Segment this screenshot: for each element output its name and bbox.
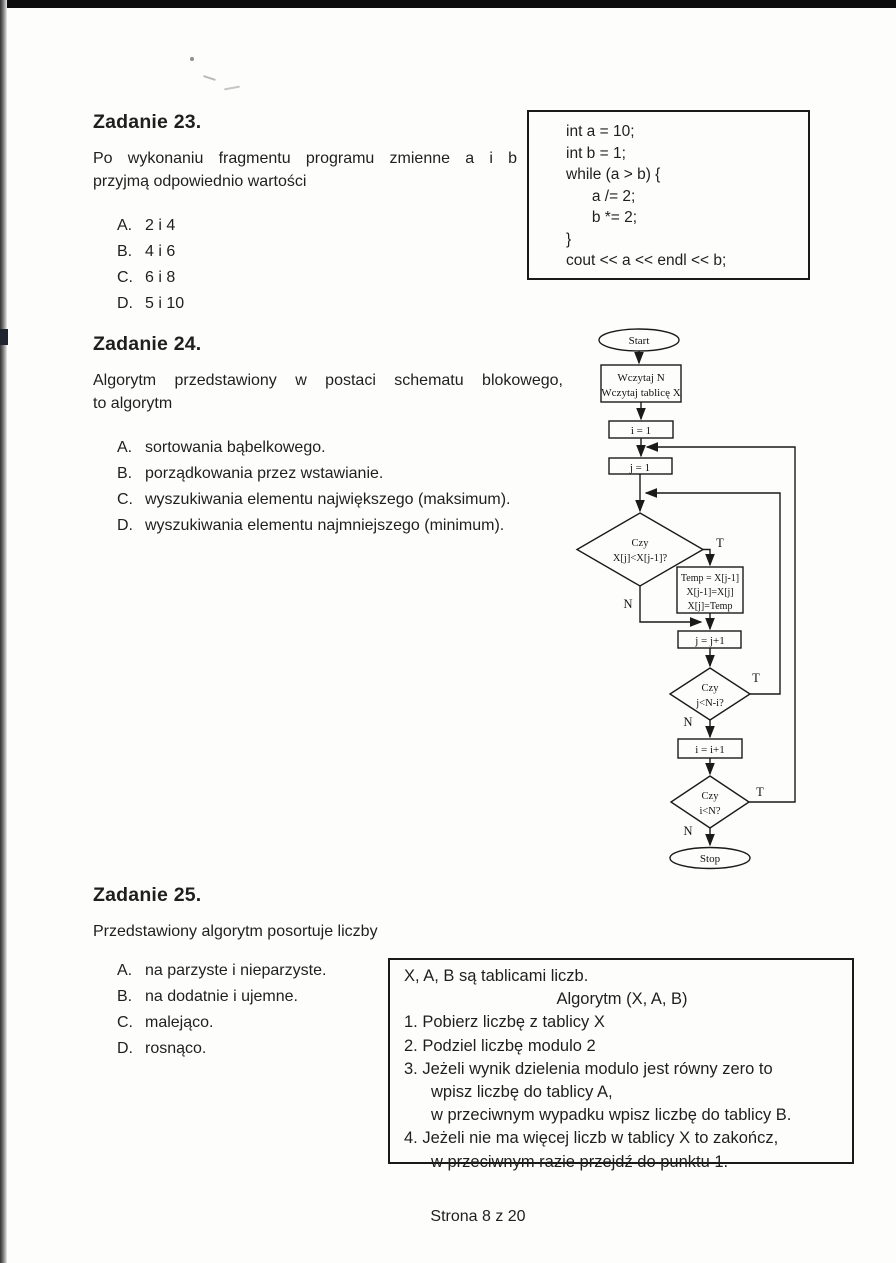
option-text: wyszukiwania elementu największego (maksimum). [145,491,511,508]
option-text: na parzyste i nieparzyste. [145,962,327,979]
option-text: porządkowania przez wstawianie. [145,465,384,482]
algorithm-step: 2. Podziel liczbę modulo 2 [404,1036,596,1055]
option-letter: B. [117,243,133,260]
pencil-smudge [190,57,194,61]
option-text: wyszukiwania elementu najmniejszego (minimum). [145,517,505,534]
option-row-b [117,461,563,487]
option-text: 5 i 10 [145,295,185,312]
branch-true-label: T [756,785,764,799]
option-row-d [117,291,517,317]
option-row-d [117,513,563,539]
option-letter: D. [117,295,133,312]
option-text: 6 i 8 [145,269,176,286]
option-text: sortowania bąbelkowego. [145,439,326,456]
task24-question [93,369,563,415]
algorithm-step: 3. Jeżeli wynik dzielenia modulo jest równy zero to [404,1059,773,1078]
option-text: rosnąco. [145,1040,207,1057]
pencil-smudge [203,75,216,81]
option-letter: A. [117,439,133,456]
code-box [527,110,810,280]
branch-true-label: T [716,536,724,550]
pencil-smudge [224,86,240,91]
algorithm-step-continuation: w przeciwnym wypadku wpisz liczbę do tablicy B. [431,1106,792,1125]
option-letter: C. [117,1014,133,1031]
task23-options [93,213,517,317]
decision-outer-line1: Czy [701,791,719,802]
branch-false-label: N [623,597,633,611]
scan-edge-left [0,0,7,1263]
task24-section [93,333,563,539]
flowchart-decision-outer [671,776,749,828]
option-row-a [117,435,563,461]
code-line: } [566,230,572,248]
flowchart [553,325,896,875]
task23-question-line2: przyjmą odpowiednio wartości [93,173,307,190]
option-letter: B. [117,465,133,482]
option-text: 2 i 4 [145,217,176,234]
option-text: 4 i 6 [145,243,176,260]
task25-question: Przedstawiony algorytm posortuje liczby [93,923,378,940]
option-row-b [117,239,517,265]
option-letter: B. [117,988,133,1005]
inc-i-label: i = i+1 [695,744,725,756]
algorithm-step-continuation: wpisz liczbę do tablicy A, [431,1083,613,1102]
swap-label-line2: X[j-1]=X[j] [686,587,734,598]
flowchart-decision-inner [670,668,750,720]
init-j-label: j = 1 [629,462,651,474]
read-label-line1: Wczytaj N [617,372,665,384]
inc-j-label: j = j+1 [695,635,725,647]
algorithm-box [388,958,854,1171]
branch-true-label: T [752,671,760,685]
algorithm-step: 1. Pobierz liczbę z tablicy X [404,1013,605,1032]
scan-edge-top [0,0,896,8]
decision-outer-line2: i<N? [699,806,721,817]
option-letter: D. [117,1040,133,1057]
read-label-line2: Wczytaj tablicę X [601,387,681,399]
init-i-label: i = 1 [630,425,652,437]
task23-section [93,111,517,317]
algorithm-title: Algorytm (X, A, B) [556,990,688,1009]
arrow-dec1-true-swap [703,550,710,566]
code-line: int b = 1; [566,144,626,162]
page-number: Strona 8 z 20 [430,1208,526,1225]
option-text: na dodatnie i ujemne. [145,988,298,1005]
option-letter: C. [117,269,133,286]
task23-question [93,147,517,193]
task25-title: Zadanie 25. [93,884,202,906]
branch-false-label: N [683,824,693,838]
branch-false-label: N [683,715,693,729]
option-row-c [117,487,563,513]
option-letter: C. [117,491,133,508]
algorithm-intro: X, A, B są tablicami liczb. [404,967,589,985]
task24-options [93,435,563,539]
option-text: malejąco. [145,1014,214,1031]
option-letter: A. [117,217,133,234]
code-line: cout << a << endl << b; [566,252,727,269]
swap-label-line3: X[j]=Temp [687,601,733,612]
option-row-a [117,213,517,239]
option-letter: D. [117,517,133,534]
algorithm-step-continuation: w przeciwnym razie przejdź do punktu 1. [431,1152,729,1171]
swap-label-line1: Temp = X[j-1] [680,573,740,584]
task24-title: Zadanie 24. [93,333,202,355]
code-line: a /= 2; [566,187,636,205]
code-line: b *= 2; [566,209,638,226]
decision-inner-line1: Czy [701,683,719,694]
decision-compare-line1: Czy [631,538,649,549]
code-line: int a = 10; [566,123,635,140]
option-letter: A. [117,962,133,979]
task23-title: Zadanie 23. [93,111,202,133]
task24-question-line1: Algorytm przedstawiony w postaci schematu blokowego, [93,372,563,389]
option-row-c [117,265,517,291]
scan-edge-mark [0,329,8,345]
decision-inner-line2: j<N-i? [696,698,724,709]
stop-label: Stop [699,853,721,865]
task24-question-line2: to algorytm [93,395,173,412]
algorithm-step: 4. Jeżeli nie ma więcej liczb w tablicy X to zakończ, [404,1129,779,1148]
task23-question-line1: Po wykonaniu fragmentu programu zmienne a i b [93,150,517,167]
start-label: Start [628,335,650,347]
code-line: while (a > b) { [566,166,661,183]
decision-compare-line2: X[j]<X[j-1]? [612,553,668,564]
